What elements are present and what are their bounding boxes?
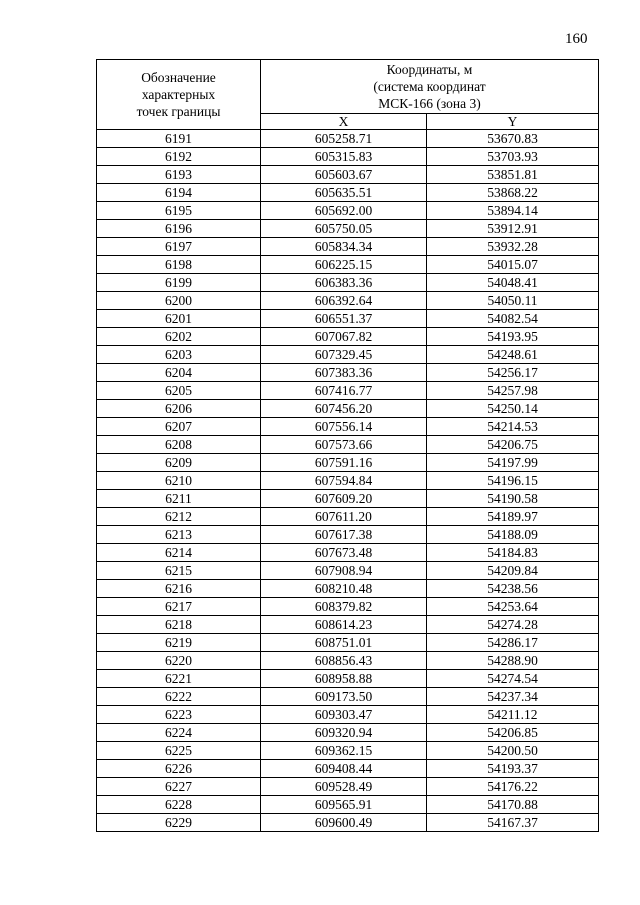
y-coordinate-cell: 54015.07 xyxy=(427,256,599,274)
y-coordinate-cell: 54167.37 xyxy=(427,814,599,832)
x-coordinate-cell: 607456.20 xyxy=(261,400,427,418)
x-coordinate-cell: 607383.36 xyxy=(261,364,427,382)
y-coordinate-cell: 54196.15 xyxy=(427,472,599,490)
y-coordinate-cell: 54197.99 xyxy=(427,454,599,472)
y-coordinate-cell: 54050.11 xyxy=(427,292,599,310)
point-cell: 6217 xyxy=(97,598,261,616)
point-cell: 6225 xyxy=(97,742,261,760)
table-row xyxy=(97,328,599,346)
x-coordinate-cell: 607329.45 xyxy=(261,346,427,364)
point-cell: 6220 xyxy=(97,652,261,670)
x-coordinate-cell: 609303.47 xyxy=(261,706,427,724)
point-cell: 6213 xyxy=(97,526,261,544)
table-row xyxy=(97,220,599,238)
y-coordinate-cell: 54288.90 xyxy=(427,652,599,670)
x-coordinate-cell: 605315.83 xyxy=(261,148,427,166)
y-coordinate-cell: 54274.54 xyxy=(427,670,599,688)
y-coordinate-cell: 54176.22 xyxy=(427,778,599,796)
point-cell: 6198 xyxy=(97,256,261,274)
point-cell: 6227 xyxy=(97,778,261,796)
y-coordinate-cell: 54200.50 xyxy=(427,742,599,760)
table-row xyxy=(97,724,599,742)
table-row xyxy=(97,292,599,310)
point-cell: 6192 xyxy=(97,148,261,166)
table-row xyxy=(97,544,599,562)
point-cell: 6199 xyxy=(97,274,261,292)
table-row xyxy=(97,202,599,220)
x-coordinate-cell: 606383.36 xyxy=(261,274,427,292)
header-point-line: характерных xyxy=(141,87,216,102)
x-coordinate-cell: 609565.91 xyxy=(261,796,427,814)
x-coordinate-cell: 608751.01 xyxy=(261,634,427,652)
table-row xyxy=(97,652,599,670)
table-row xyxy=(97,256,599,274)
table-row xyxy=(97,382,599,400)
point-cell: 6191 xyxy=(97,130,261,148)
y-coordinate-cell: 54048.41 xyxy=(427,274,599,292)
table-row xyxy=(97,796,599,814)
x-coordinate-cell: 605258.71 xyxy=(261,130,427,148)
table-row xyxy=(97,760,599,778)
x-coordinate-cell: 607908.94 xyxy=(261,562,427,580)
point-cell: 6223 xyxy=(97,706,261,724)
y-coordinate-cell: 54248.61 xyxy=(427,346,599,364)
table-row xyxy=(97,634,599,652)
x-coordinate-cell: 607416.77 xyxy=(261,382,427,400)
y-coordinate-cell: 54237.34 xyxy=(427,688,599,706)
point-cell: 6224 xyxy=(97,724,261,742)
table-row xyxy=(97,508,599,526)
point-cell: 6221 xyxy=(97,670,261,688)
table-row xyxy=(97,346,599,364)
table-row xyxy=(97,454,599,472)
point-cell: 6194 xyxy=(97,184,261,202)
table-row xyxy=(97,526,599,544)
y-coordinate-cell: 54193.95 xyxy=(427,328,599,346)
x-coordinate-cell: 606392.64 xyxy=(261,292,427,310)
x-coordinate-cell: 606551.37 xyxy=(261,310,427,328)
point-cell: 6202 xyxy=(97,328,261,346)
x-coordinate-cell: 607591.16 xyxy=(261,454,427,472)
header-point-designation xyxy=(97,60,261,130)
table-row xyxy=(97,490,599,508)
y-coordinate-cell: 54188.09 xyxy=(427,526,599,544)
point-cell: 6212 xyxy=(97,508,261,526)
header-point-line: точек границы xyxy=(136,104,221,119)
table-row xyxy=(97,472,599,490)
y-coordinate-cell: 54209.84 xyxy=(427,562,599,580)
table-row xyxy=(97,184,599,202)
y-coordinate-cell: 53851.81 xyxy=(427,166,599,184)
header-coords-line: МСК-166 (зона 3) xyxy=(378,96,481,111)
table-row xyxy=(97,238,599,256)
y-coordinate-cell: 54250.14 xyxy=(427,400,599,418)
table-row xyxy=(97,130,599,148)
point-cell: 6204 xyxy=(97,364,261,382)
x-coordinate-cell: 609528.49 xyxy=(261,778,427,796)
point-cell: 6201 xyxy=(97,310,261,328)
table-row xyxy=(97,598,599,616)
point-cell: 6195 xyxy=(97,202,261,220)
x-coordinate-cell: 607556.14 xyxy=(261,418,427,436)
x-coordinate-cell: 607594.84 xyxy=(261,472,427,490)
y-coordinate-cell: 54238.56 xyxy=(427,580,599,598)
point-cell: 6219 xyxy=(97,634,261,652)
point-cell: 6203 xyxy=(97,346,261,364)
point-cell: 6218 xyxy=(97,616,261,634)
y-coordinate-cell: 53868.22 xyxy=(427,184,599,202)
x-coordinate-cell: 605834.34 xyxy=(261,238,427,256)
header-x: X xyxy=(261,114,427,130)
y-coordinate-cell: 53703.93 xyxy=(427,148,599,166)
x-coordinate-cell: 609173.50 xyxy=(261,688,427,706)
point-cell: 6229 xyxy=(97,814,261,832)
table-row xyxy=(97,670,599,688)
table-row xyxy=(97,688,599,706)
x-coordinate-cell: 607609.20 xyxy=(261,490,427,508)
table-row xyxy=(97,364,599,382)
point-cell: 6228 xyxy=(97,796,261,814)
table-row xyxy=(97,436,599,454)
point-cell: 6215 xyxy=(97,562,261,580)
x-coordinate-cell: 609362.15 xyxy=(261,742,427,760)
y-coordinate-cell: 54082.54 xyxy=(427,310,599,328)
y-coordinate-cell: 54274.28 xyxy=(427,616,599,634)
x-coordinate-cell: 609408.44 xyxy=(261,760,427,778)
y-coordinate-cell: 54256.17 xyxy=(427,364,599,382)
table-row xyxy=(97,562,599,580)
table-row xyxy=(97,418,599,436)
point-cell: 6200 xyxy=(97,292,261,310)
table-row xyxy=(97,616,599,634)
point-cell: 6226 xyxy=(97,760,261,778)
point-cell: 6209 xyxy=(97,454,261,472)
x-coordinate-cell: 605750.05 xyxy=(261,220,427,238)
y-coordinate-cell: 54253.64 xyxy=(427,598,599,616)
y-coordinate-cell: 54193.37 xyxy=(427,760,599,778)
point-cell: 6205 xyxy=(97,382,261,400)
x-coordinate-cell: 607573.66 xyxy=(261,436,427,454)
x-coordinate-cell: 605692.00 xyxy=(261,202,427,220)
table-row xyxy=(97,742,599,760)
x-coordinate-cell: 608379.82 xyxy=(261,598,427,616)
table-header-row xyxy=(97,60,599,114)
x-coordinate-cell: 605603.67 xyxy=(261,166,427,184)
point-cell: 6211 xyxy=(97,490,261,508)
x-coordinate-cell: 605635.51 xyxy=(261,184,427,202)
point-cell: 6210 xyxy=(97,472,261,490)
point-cell: 6222 xyxy=(97,688,261,706)
y-coordinate-cell: 53670.83 xyxy=(427,130,599,148)
header-point-line: Обозначение xyxy=(141,70,216,85)
table-row xyxy=(97,706,599,724)
page-number: 160 xyxy=(565,31,588,47)
table-row xyxy=(97,400,599,418)
table-row xyxy=(97,274,599,292)
point-cell: 6193 xyxy=(97,166,261,184)
header-coordinates xyxy=(261,60,599,114)
x-coordinate-cell: 607673.48 xyxy=(261,544,427,562)
header-y: Y xyxy=(427,114,599,130)
table-row xyxy=(97,580,599,598)
table-row xyxy=(97,814,599,832)
coordinates-table xyxy=(96,59,599,832)
table-body xyxy=(97,130,599,832)
x-coordinate-cell: 609600.49 xyxy=(261,814,427,832)
y-coordinate-cell: 53894.14 xyxy=(427,202,599,220)
y-coordinate-cell: 54286.17 xyxy=(427,634,599,652)
x-coordinate-cell: 609320.94 xyxy=(261,724,427,742)
point-cell: 6214 xyxy=(97,544,261,562)
table-row xyxy=(97,148,599,166)
x-coordinate-cell: 608614.23 xyxy=(261,616,427,634)
y-coordinate-cell: 54190.58 xyxy=(427,490,599,508)
x-coordinate-cell: 607617.38 xyxy=(261,526,427,544)
x-coordinate-cell: 608958.88 xyxy=(261,670,427,688)
point-cell: 6196 xyxy=(97,220,261,238)
x-coordinate-cell: 607611.20 xyxy=(261,508,427,526)
y-coordinate-cell: 54257.98 xyxy=(427,382,599,400)
x-coordinate-cell: 606225.15 xyxy=(261,256,427,274)
x-coordinate-cell: 608210.48 xyxy=(261,580,427,598)
header-coords-line: Координаты, м xyxy=(386,62,473,77)
point-cell: 6208 xyxy=(97,436,261,454)
header-coords-line: (система координат xyxy=(373,79,486,94)
point-cell: 6206 xyxy=(97,400,261,418)
point-cell: 6216 xyxy=(97,580,261,598)
table-row xyxy=(97,310,599,328)
y-coordinate-cell: 54184.83 xyxy=(427,544,599,562)
table-row xyxy=(97,778,599,796)
x-coordinate-cell: 608856.43 xyxy=(261,652,427,670)
y-coordinate-cell: 54170.88 xyxy=(427,796,599,814)
y-coordinate-cell: 54211.12 xyxy=(427,706,599,724)
y-coordinate-cell: 54214.53 xyxy=(427,418,599,436)
point-cell: 6207 xyxy=(97,418,261,436)
y-coordinate-cell: 54206.75 xyxy=(427,436,599,454)
y-coordinate-cell: 54206.85 xyxy=(427,724,599,742)
x-coordinate-cell: 607067.82 xyxy=(261,328,427,346)
point-cell: 6197 xyxy=(97,238,261,256)
y-coordinate-cell: 53912.91 xyxy=(427,220,599,238)
y-coordinate-cell: 53932.28 xyxy=(427,238,599,256)
table-row xyxy=(97,166,599,184)
y-coordinate-cell: 54189.97 xyxy=(427,508,599,526)
